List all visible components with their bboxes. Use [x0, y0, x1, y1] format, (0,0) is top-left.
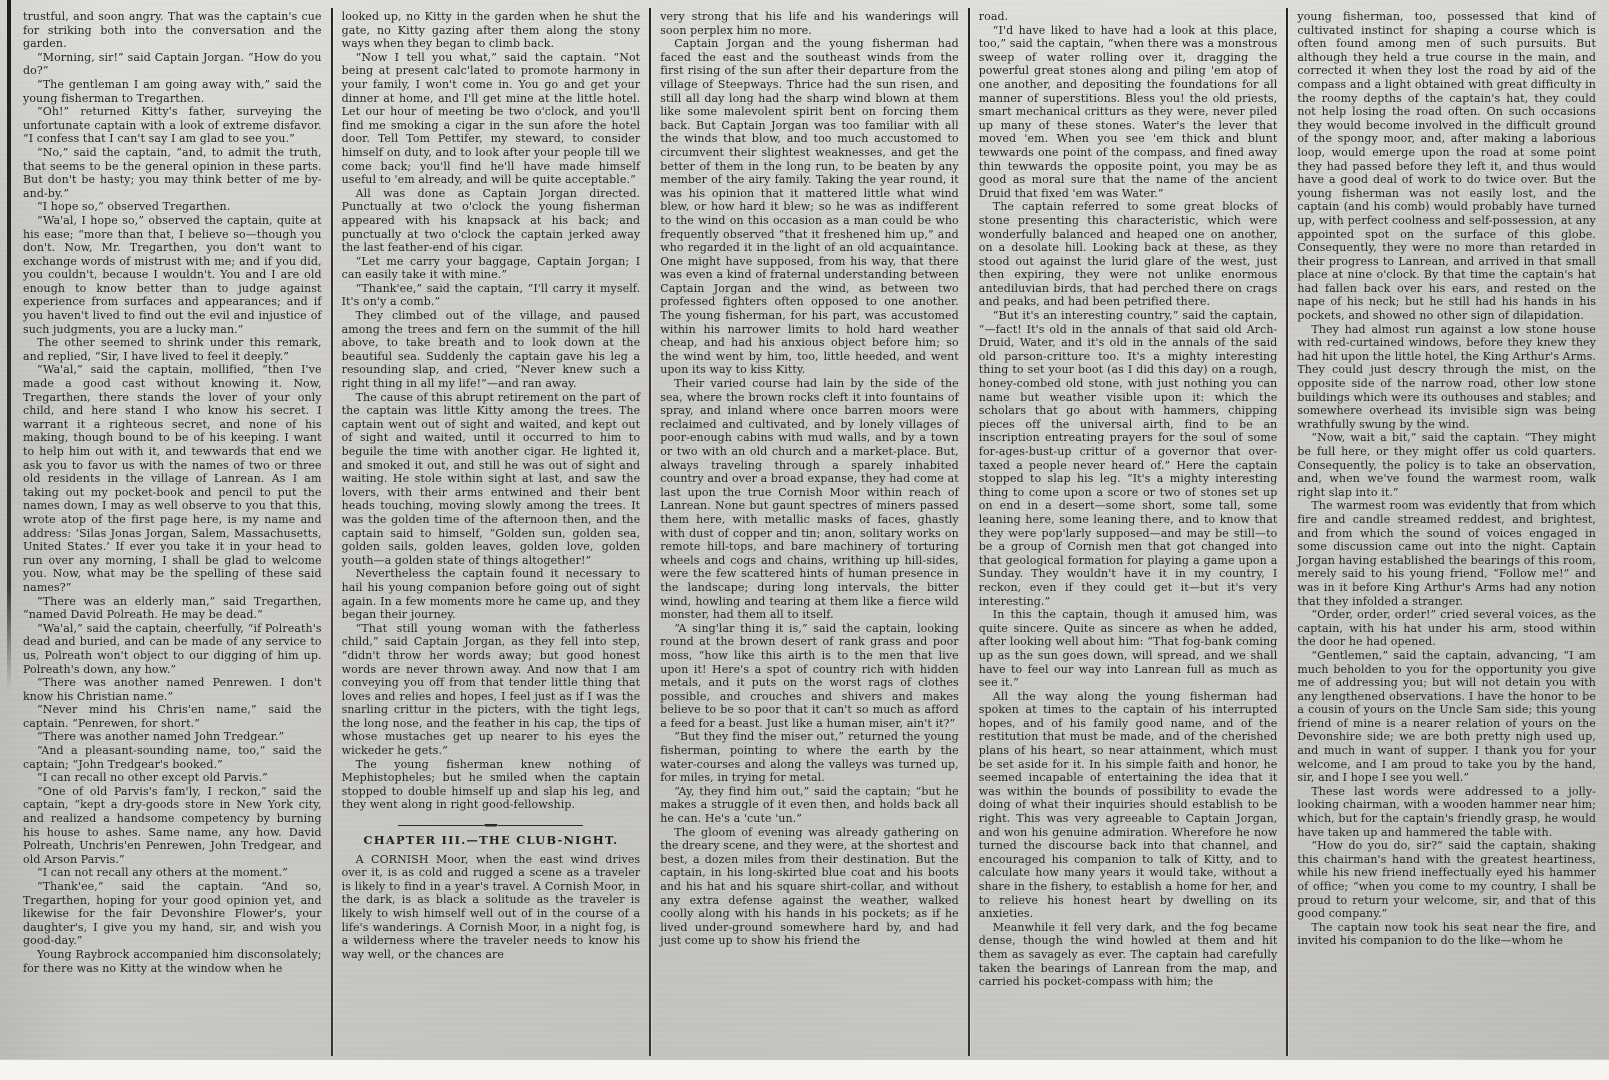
paragraph: They had almost run against a low stone house with red-curtained windows, before they knew they had hit upon the little hotel, the King Arthur's Arms. They could just descry through the mist, on the opposite side of the narrow road, other low stone buildings which were its outhouses and stables; and somewhere overhead its invisible sign was being wrathfully swung by the wind.	[1297, 322, 1596, 431]
paragraph: The captain referred to some great blocks of stone presenting this characteristic, which were wonderfully balanced and heaped one on another, on a desolate hill. Looking back at these, as they stood out against the lurid glare of the west, just then expiring, they were not unlike enormous antediluvian birds, that had perched there on crags and peaks, and had been petrified there.	[978, 200, 1278, 309]
paragraph: “Let me carry your baggage, Captain Jorgan; I can easily take it with mine.”	[341, 254, 641, 282]
text-column-3	[651, 8, 968, 1056]
paragraph: “No,” said the captain, “and, to admit the truth, that seems to be the general opinion in these parts. But don't be hasty; you may think better of me by-and-by.”	[23, 145, 322, 200]
paragraph: The warmest room was evidently that from which fire and candle streamed reddest, and brightest, and from which the sound of voices engaged in some discussion came out into the night. Captain Jorgan having established the bearings of this room, merely said to his young friend, “Follow me!” and was in it before King Arthur's Arms had any notion that they infolded a stranger.	[1297, 499, 1596, 608]
paragraph: Young Raybrock accompanied him disconsolately; for there was no Kitty at the window when he	[23, 947, 322, 975]
scan-edge-shadow	[7, 0, 11, 691]
paragraph: “I can recall no other except old Parvis.”	[37, 771, 268, 785]
paragraph: “How do you do, sir?” said the captain, shaking this chairman's hand with the greatest heartiness, while his new friend ineffectually eyed his hammer of office; “when you come to my country, I shall be proud to return your welcome, sir, and that of this good company.”	[1297, 839, 1596, 921]
text-column-1	[14, 8, 331, 1056]
paragraph: “Gentlemen,” said the captain, advancing, “I am much beholden to you for the opportunity you give me of addressing you; but will not detain you with any lengthened observations. I have the honor to be a cousin of yours on the Uncle Sam side; this young friend of mine is a nearer relation of yours on the Devonshire side; we are both pretty nigh used up, and much in want of supper. I thank you for your welcome, and I am proud to take you by the hand, sir, and I hope I see you well.”	[1297, 648, 1596, 785]
divider-diamond-icon	[484, 824, 498, 827]
paragraph: “There was an elderly man,” said Tregarthen, “named David Polreath. He may be dead.”	[23, 594, 322, 622]
paragraph: “Wa'al,” said the captain, mollified, “then I've made a good cast without knowing it. Now, Tregarthen, there stands the lover of your only child, and here stand I who know his secret. I warrant it a righteous secret, and none of his making, though bound to be of his keeping. I want to help him out with it, and tewwards that end we ask you to favor us with the names of two or three old residents in the village of Lanrean. As I am taking out my pocket-book and pencil to put the names down, I may as well observe to you that this, wrote atop of the first page here, is my name and address: ‘Silas Jonas Jorgan, Salem, Massachusetts, United States.’ If ever you take it in your head to run over any morning, I shall be glad to welcome you. Now, what may be the spelling of these said names?”	[23, 363, 322, 594]
paragraph: very strong that his life and his wanderings will soon perplex him no more.	[660, 10, 959, 37]
text-column-4	[970, 8, 1287, 1056]
paragraph: “I'd have liked to have had a look at this place, too,” said the captain, “when there was a monstrous sweep of water rolling over it, dragging the powerful great stones along and piling 'em atop of one another, and depositing the foundations for all manner of superstitions. Bless you! the old priests, smart mechanical critturs as they were, never piled up many of these stones. Water's the lever that moved 'em. When you see 'em thick and blunt tewwards one point of the compass, and fined away thin tewwards the opposite point, you may be as good as moral sure that the name of the ancient Druid that fixed 'em was Water.”	[978, 23, 1278, 200]
paragraph: The other seemed to shrink under this remark, and replied, “Sir, I have lived to feel it deeply.”	[23, 336, 322, 363]
paragraph: They climbed out of the village, and paused among the trees and fern on the summit of the hill above, to take breath and to look down at the beautiful sea. Suddenly the captain gave his leg a resounding slap, and cried, “Never knew such a right thing in all my life!”—and ran away.	[341, 309, 641, 391]
paragraph: “That still young woman with the fatherless child,” said Captain Jorgan, as they fell into step, “didn't throw her words away; but good honest words are never thrown away. And now that I am conveying you off from that tender little thing that loves and relies and hopes, I feel just as if I was the snarling crittur in the picters, with the tight legs, the long nose, and the feather in his cap, the tips of whose mustaches get up nearer to his eyes the wickeder he gets.”	[341, 621, 641, 758]
paragraph: trustful, and soon angry. That was the captain's cue for striking both into the conversation and the garden.	[23, 10, 322, 51]
paragraph: “One of old Parvis's fam'ly, I reckon,” said the captain, “kept a dry-goods store in New York city, and realized a handsome competency by burning his house to ashes. Same name, any how. David Polreath, Unchris'en Penrewen, John Tredgear, and old Arson Parvis.”	[23, 784, 322, 866]
paragraph: Meanwhile it fell very dark, and the fog became dense, though the wind howled at them and hit them as savagely as ever. The captain had carefully taken the bearings of Lanrean from the map, and carried his pocket-compass with him; the	[978, 920, 1278, 989]
paragraph: All the way along the young fisherman had spoken at times to the captain of his interrupted hopes, and of his family good name, and of the restitution that must be made, and of the cherished plans of his heart, so near attainment, which must be set aside for it. In his simple faith and honor, he seemed incapable of entertaining the idea that it was within the bounds of possibility to evade the doing of what their inquiries should establish to be right. This was very agreeable to Captain Jorgan, and won his genuine admiration. Wherefore he now turned the discourse back into that channel, and encouraged his companion to talk of Kitty, and to calculate how many years it would take, without a share in the fishery, to establish a home for her, and to relieve his honest heart by dwelling on its anxieties.	[978, 689, 1278, 921]
paragraph: “Thank'ee,” said the captain. “And so, Tregarthen, hoping for your good opinion yet, and likewise for the fair Devonshire Flower's, your daughter's, I give you my hand, sir, and wish you good-day.”	[23, 880, 322, 948]
paragraph: The gloom of evening was already gathering on the dreary scene, and they were, at the shortest and best, a dozen miles from their destination. But the captain, in his long-skirted blue coat and his boots and his hat and his square shirt-collar, and without any extra defense against the weather, walked coolly along with his hands in his pockets; as if he lived under-ground somewhere hard by, and had just come up to show his friend the	[660, 825, 959, 948]
paragraph: “Now I tell you what,” said the captain. “Not being at present calc'lated to promote harmony in your family, I won't come in. You go and get your dinner at home, and I'll get mine at the little hotel. Let our hour of meeting be two o'clock, and you'll find me smoking a cigar in the sun afore the hotel door. Tell Tom Pettifer, my steward, to consider himself on duty, and to look after your people till we come back; you'll find he'll have made himself useful to 'em already, and will be quite acceptable.”	[341, 50, 641, 187]
text-column-5	[1288, 8, 1605, 1056]
paragraph: Their varied course had lain by the side of the sea, where the brown rocks cleft it into fountains of spray, and inland where once barren moors were reclaimed and cultivated, and by lonely villages of poor-enough cabins with mud walls, and by a town or two with an old church and a market-place. But, always traveling through a sparely inhabited country and over a broad expanse, they had come at last upon the true Cornish Moor within reach of Lanrean. None but gaunt spectres of miners passed them here, with metallic masks of faces, ghastly with dust of copper and tin; anon, solitary works on remote hill-tops, and bare machinery of torturing wheels and cogs and chains, writhing up hill-sides, were the few scattered hints of human presence in the landscape; during long intervals, the bitter wind, howling and tearing at them like a fierce wild monster, had them all to itself.	[660, 377, 959, 622]
paragraph: “The gentleman I am going away with,” said the young fisherman to Tregarthen.	[23, 77, 322, 105]
paragraph: These last words were addressed to a jolly-looking chairman, with a wooden hammer near him; which, but for the captain's friendly grasp, he would have taken up and hammered the table with.	[1297, 784, 1596, 839]
paragraph: “Order, order, order!” cried several voices, as the captain, with his hat under his arm, stood within the door he had opened.	[1297, 608, 1596, 649]
paragraph: “Wa'al, I hope so,” observed the captain, quite at his ease; “more than that, I believe so—though you don't. Now, Mr. Tregarthen, you don't want to exchange words of mistrust with me; and if you did, you couldn't, because I wouldn't. You and I are old enough to know better than to judge against experience from surfaces and appearances; and if you haven't lived to find out the evil and injustice of such judgments, you are a lucky man.”	[23, 213, 322, 336]
paragraph: road.	[978, 10, 1009, 23]
paragraph: “Morning, sir!” said Captain Jorgan. “How do you do?”	[23, 50, 322, 78]
text-column-2	[333, 8, 650, 1056]
paragraph: young fisherman, too, possessed that kind of cultivated instinct for shaping a course which is often found among men of such pursuits. But although they held a true course in the main, and corrected it when they lost the road by aid of the compass and a light obtained with great difficulty in the roomy depths of the captain's hat, they could not help losing the road often. On such occasions they would become involved in the difficult ground of the spongy moor, and, after making a laborious loop, would emerge upon the road at some point they had passed before they left it, and thus would have a good deal of work to do twice over. But the young fisherman was not easily lost, and the captain (and his comb) would probably have turned up, with perfect coolness and self-possession, at any appointed spot on the surface of this globe. Consequently, they were no more than retarded in their progress to Lanrean, and arrived in that small place at nine o'clock. By that time the captain's hat had fallen back over his ears, and rested on the nape of his neck; but he still had his hands in his pockets, and showed no other sign of dilapidation.	[1297, 10, 1596, 323]
paragraph: Nevertheless the captain found it necessary to hail his young companion before going out of sight again. In a few moments more he came up, and they began their journey.	[341, 567, 641, 622]
paragraph: In this the captain, though it amused him, was quite sincere. Quite as sincere as when he added, after looking well about him: “That fog-bank coming up as the sun goes down, will spread, and we shall have to feel our way into Lanrean full as much as see it.”	[978, 608, 1278, 690]
paragraph: “There was another named Penrewen. I don't know his Christian name.”	[23, 676, 322, 703]
paragraph: looked up, no Kitty in the garden when he shut the gate, no Kitty gazing after them along the stony ways when they began to climb back.	[341, 10, 641, 51]
section-divider	[398, 823, 583, 827]
paragraph: “Wa'al,” said the captain, cheerfully, “if Polreath's dead and buried, and can be made of any service to us, Polreath won't object to our digging of him up. Polreath's down, any how.”	[23, 621, 322, 676]
paragraph: “But they find the miser out,” returned the young fisherman, pointing to where the earth by the water-courses and along the valleys was turned up, for miles, in trying for metal.	[660, 730, 959, 785]
paragraph: Captain Jorgan and the young fisherman had faced the east and the southeast winds from the first rising of the sun after their departure from the village of Steepways. Thrice had the sun risen, and still all day long had the sharp wind blown at them like some malevolent spirit bent on forcing them back. But Captain Jorgan was too familiar with all the winds that blow, and too much accustomed to circumvent their slightest weaknesses, and get the better of them in the long run, to be beaten by any member of the airy family. Taking the year round, it was his opinion that it mattered little what wind blew, or how hard it blew; so he was as indifferent to the wind on this occasion as a man could be who frequently observed “that it freshened him up,” and who regarded it in the light of an old acquaintance. One might have supposed, from his way, that there was even a kind of fraternal understanding between Captain Jorgan and the wind, as between two professed fighters often opposed to one another. The young fisherman, for his part, was accustomed within his narrower limits to hold hard weather cheap, and had his anxious object before him; so the wind went by him, too, little heeded, and went upon its way to kiss Kitty.	[660, 37, 959, 377]
paragraph: “Oh!” returned Kitty's father, surveying the unfortunate captain with a look of extreme disfavor. “I confess that I can't say I am glad to see you.”	[23, 105, 322, 146]
paragraph: The young fisherman knew nothing of Mephistopheles; but he smiled when the captain stopped to double himself up and slap his leg, and they went along in right good-fellowship.	[341, 757, 641, 812]
paragraph: “A sing'lar thing it is,” said the captain, looking round at the brown desert of rank grass and poor moss, “how like this airth is to the men that live upon it! Here's a spot of country rich with hidden metals, and it puts on the worst rags of clothes possible, and crouches and shivers and makes believe to be so poor that it can't so much as afford a feed for a beast. Just like a human miser, ain't it?”	[660, 621, 959, 730]
paragraph: The captain now took his seat near the fire, and invited his companion to do the like—whom he	[1297, 920, 1596, 948]
paragraph: “Ay, they find him out,” said the captain; “but he makes a struggle of it even then, and holds back all he can. He's a 'cute 'un.”	[660, 784, 959, 826]
paragraph: “And a pleasant-sounding name, too,” said the captain; “John Tredgear's booked.”	[23, 744, 322, 771]
paragraph: “Now, wait a bit,” said the captain. “They might be full here, or they might offer us cold quarters. Consequently, the policy is to take an observation, and, when we've found the warmest room, walk right slap into it.”	[1297, 431, 1596, 499]
paragraph: “But it's an interesting country,” said the captain, “—fact! It's old in the annals of that said old Arch-Druid, Water, and it's old in the annals of the said old parson-critture too. It's a mighty interesting thing to set your boot (as I did this day) on a rough, honey-combed old stone, with just nothing you can name but weather visible upon it: which the scholars that go about with hammers, chipping pieces off the universal airth, find to be an inscription entreating prayers for the soul of some for-ages-bust-up crittur of a governor that over-taxed a people never heard of.” Here the captain stopped to slap his leg. “It's a mighty interesting thing to come upon a score or two of stones set up on end in a desert—some short, some tall, some leaning here, some leaning there, and to know that they were pop'larly supposed—and may be still—to be a group of Cornish men that got changed into that geological formation for playing a game upon a Sunday. They wouldn't have it in my country, I reckon, even if they could get it—but it's very interesting.”	[978, 309, 1278, 608]
paragraph: “Never mind his Chris'en name,” said the captain. “Penrewen, for short.”	[23, 703, 322, 730]
paragraph: The cause of this abrupt retirement on the part of the captain was little Kitty among the trees. The captain went out of sight and waited, and kept out of sight and waited, until it occurred to him to beguile the time with another cigar. He lighted it, and smoked it out, and still he was out of sight and waiting. He stole within sight at last, and saw the lovers, with their arms entwined and their bent heads touching, moving slowly among the trees. It was the golden time of the afternoon then, and the captain said to himself, “Golden sun, golden sea, golden sails, golden leaves, golden love, golden youth—a golden state of things altogether!”	[341, 390, 641, 567]
paragraph: All was done as Captain Jorgan directed. Punctually at two o'clock the young fisherman appeared with his knapsack at his back; and punctually at two o'clock the captain jerked away the last feather-end of his cigar.	[341, 186, 641, 255]
chapter-heading: CHAPTER III.—THE CLUB-NIGHT.	[363, 833, 619, 848]
paragraph: “I hope so,” observed Tregarthen.	[37, 200, 231, 214]
paragraph: A CORNISH Moor, when the east wind drives over it, is as cold and rugged a scene as a traveler is likely to find in a year's travel. A Cornish Moor, in the dark, is as black a solitude as the traveler is likely to wish himself well out of in the course of a life's wanderings. A Cornish Moor, in a night fog, is a wilderness where the traveler needs to know his way well, or the chances are	[341, 852, 641, 961]
paragraph: “Thank'ee,” said the captain, “I'll carry it myself. It's on'y a comb.”	[341, 281, 641, 309]
paragraph: “There was another named John Tredgear.”	[37, 730, 285, 744]
paragraph: “I can not recall any others at the moment.”	[37, 866, 288, 880]
